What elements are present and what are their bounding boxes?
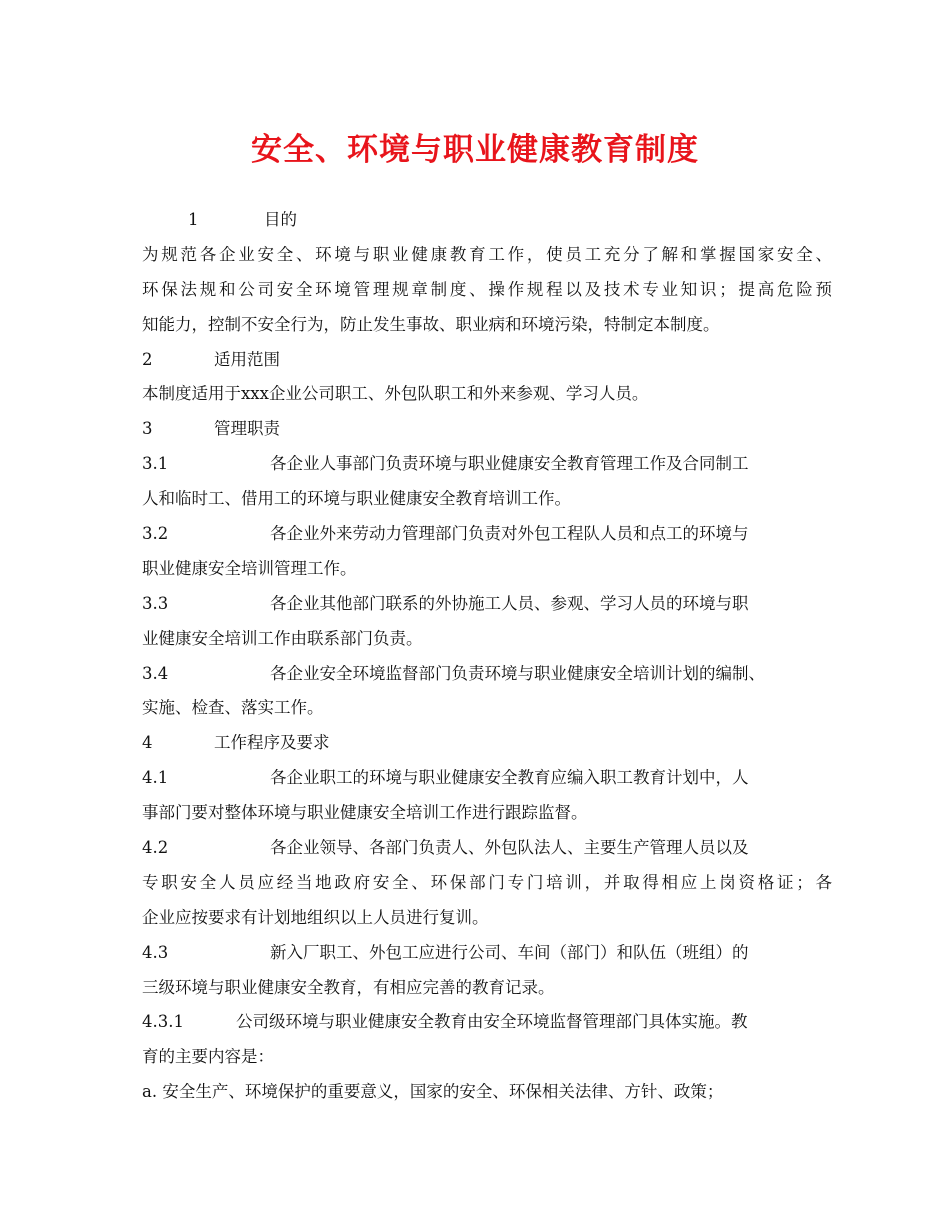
clause-text: 各企业其他部门联系的外协施工人员、参观、学习人员的环境与职 xyxy=(270,593,749,613)
clause-text: 各企业外来劳动力管理部门负责对外包工程队人员和点工的环境与 xyxy=(270,524,749,544)
section-number: 2 xyxy=(142,349,153,369)
clause-text: 各企业安全环境监督部门负责环境与职业健康安全培训计划的编制、 xyxy=(270,663,765,683)
clause-continuation: 人和临时工、借用工的环境与职业健康安全教育培训工作。 xyxy=(142,489,571,509)
clause-line xyxy=(142,831,832,866)
document-title: 安全、环境与职业健康教育制度 xyxy=(251,132,699,168)
clause-continuation: 职业健康安全培训管理工作。 xyxy=(142,558,357,578)
section-heading xyxy=(142,343,832,378)
section-heading-text: 目的 xyxy=(264,210,297,229)
section-heading xyxy=(142,412,832,447)
clause-line xyxy=(142,447,832,482)
clause-text: 各企业职工的环境与职业健康安全教育应编入职工教育计划中，人 xyxy=(270,768,749,788)
clause-continuation: 育的主要内容是： xyxy=(142,1047,274,1067)
section-heading-text: 适用范围 xyxy=(214,349,280,369)
clause-number: 4.3.1 xyxy=(142,1012,184,1032)
clause-continuation: 专职安全人员应经当地政府安全、环保部门专门培训，并取得相应上岗资格证；各 xyxy=(142,872,832,892)
section-heading xyxy=(142,203,832,238)
clause-line xyxy=(142,1005,832,1040)
clause-continuation: 企业应按要求有计划地组织以上人员进行复训。 xyxy=(142,907,489,927)
section-heading xyxy=(142,726,832,761)
document-body xyxy=(142,203,832,1110)
clause-line xyxy=(142,587,832,622)
clause-line xyxy=(142,517,832,552)
list-item: a. 安全生产、环境保护的重要意义，国家的安全、环保相关法律、方针、政策； xyxy=(142,1082,724,1102)
clause-number: 3.1 xyxy=(142,454,169,474)
clause-line xyxy=(142,657,832,692)
section-number: 1 xyxy=(188,210,199,229)
section-heading-text: 管理职责 xyxy=(214,419,280,439)
paragraph-line: 为规范各企业安全、环境与职业健康教育工作，使员工充分了解和掌握国家安全、 xyxy=(142,244,832,264)
clause-continuation: 三级环境与职业健康安全教育，有相应完善的教育记录。 xyxy=(142,977,555,997)
clause-number: 3.4 xyxy=(142,663,169,683)
section-number: 4 xyxy=(142,733,153,753)
clause-number: 3.2 xyxy=(142,524,169,544)
clause-line xyxy=(142,936,832,971)
clause-continuation: 实施、检查、落实工作。 xyxy=(142,698,324,718)
clause-text: 各企业人事部门负责环境与职业健康安全教育管理工作及合同制工 xyxy=(270,454,749,474)
clause-text: 各企业领导、各部门负责人、外包队法人、主要生产管理人员以及 xyxy=(270,838,749,858)
paragraph-line: 环保法规和公司安全环境管理规章制度、操作规程以及技术专业知识；提高危险预 xyxy=(142,279,832,299)
paragraph-line: 知能力，控制不安全行为，防止发生事故、职业病和环境污染，特制定本制度。 xyxy=(142,314,720,334)
clause-line xyxy=(142,761,832,796)
paragraph-line: 本制度适用于xxx企业公司职工、外包队职工和外来参观、学习人员。 xyxy=(142,384,649,404)
section-heading-text: 工作程序及要求 xyxy=(214,733,330,753)
clause-number: 4.1 xyxy=(142,768,169,788)
clause-number: 4.2 xyxy=(142,838,169,858)
clause-continuation: 业健康安全培训工作由联系部门负责。 xyxy=(142,628,423,648)
clause-text: 新入厂职工、外包工应进行公司、车间（部门）和队伍（班组）的 xyxy=(270,942,749,962)
clause-continuation: 事部门要对整体环境与职业健康安全培训工作进行跟踪监督。 xyxy=(142,803,588,823)
clause-text: 公司级环境与职业健康安全教育由安全环境监督管理部门具体实施。教 xyxy=(236,1012,748,1032)
clause-number: 4.3 xyxy=(142,942,169,962)
section-number: 3 xyxy=(142,419,153,439)
clause-number: 3.3 xyxy=(142,593,169,613)
